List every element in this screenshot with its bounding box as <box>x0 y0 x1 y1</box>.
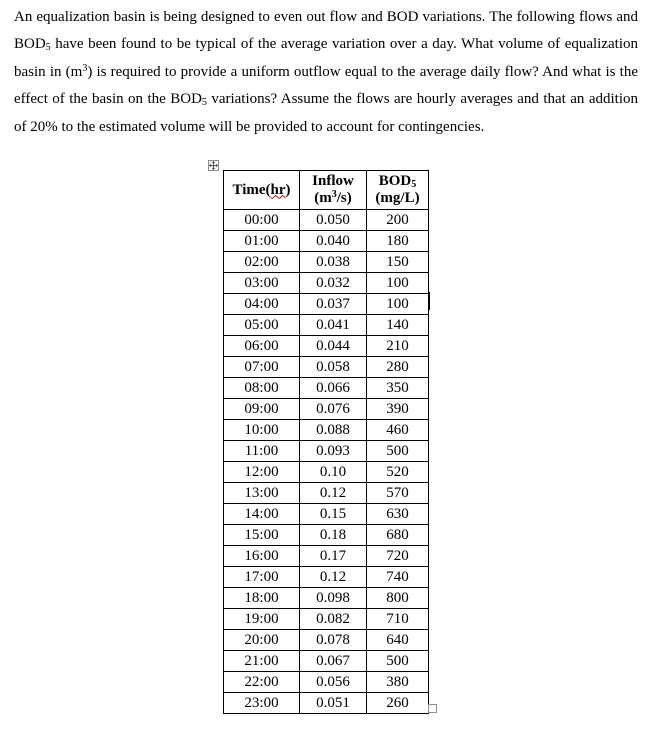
inflow-cell: 0.082 <box>300 609 367 630</box>
inflow-cell: 0.044 <box>300 336 367 357</box>
table-row <box>224 294 429 315</box>
bod-cell: 100 <box>367 273 429 294</box>
bod-cell: 500 <box>367 441 429 462</box>
inflow-cell: 0.050 <box>300 210 367 231</box>
time-cell: 21:00 <box>224 651 300 672</box>
superscript-3: 3 <box>82 62 88 74</box>
bod-cell: 140 <box>367 315 429 336</box>
time-cell: 23:00 <box>224 693 300 714</box>
table-row <box>224 441 429 462</box>
question-part-4: variations? Assume the flows are hourly averages and that an addition of 20% to the estimated volume will be provided to account for contingencies. <box>14 91 638 135</box>
bod-cell: 520 <box>367 462 429 483</box>
inflow-cell: 0.066 <box>300 378 367 399</box>
time-cell: 07:00 <box>224 357 300 378</box>
time-cell: 08:00 <box>224 378 300 399</box>
table-row <box>224 462 429 483</box>
table-row <box>224 315 429 336</box>
bod-cell: 150 <box>367 252 429 273</box>
inflow-cell: 0.037 <box>300 294 367 315</box>
bod-cell: 350 <box>367 378 429 399</box>
inflow-cell: 0.040 <box>300 231 367 252</box>
bod-cell: 500 <box>367 651 429 672</box>
bod-cell: 640 <box>367 630 429 651</box>
table-header-row <box>224 171 429 210</box>
table-row <box>224 651 429 672</box>
inflow-cell: 0.088 <box>300 420 367 441</box>
header-bod: $BOD_5$ (mg/L) <box>367 171 429 210</box>
time-cell: 14:00 <box>224 504 300 525</box>
time-cell: 00:00 <box>224 210 300 231</box>
inflow-cell: 0.18 <box>300 525 367 546</box>
question-part-1: An equalization basin is being designed to even out flow and BOD variations. The following flows and BOD <box>14 9 638 53</box>
inflow-cell: 0.10 <box>300 462 367 483</box>
time-cell: 22:00 <box>224 672 300 693</box>
inflow-cell: 0.067 <box>300 651 367 672</box>
inflow-cell: 0.056 <box>300 672 367 693</box>
bod-cell: 180 <box>367 231 429 252</box>
bod-cell: 630 <box>367 504 429 525</box>
time-cell: 19:00 <box>224 609 300 630</box>
bod-cell: 280 <box>367 357 429 378</box>
time-cell: 01:00 <box>224 231 300 252</box>
table-row <box>224 630 429 651</box>
time-cell: 09:00 <box>224 399 300 420</box>
bod-cell: 710 <box>367 609 429 630</box>
table-row <box>224 567 429 588</box>
spellcheck-underline: hr <box>270 181 286 198</box>
table-move-handle-icon[interactable] <box>208 160 219 171</box>
table-row <box>224 504 429 525</box>
table-row <box>224 588 429 609</box>
time-cell: 04:00 <box>224 294 300 315</box>
table-row <box>224 420 429 441</box>
time-cell: 15:00 <box>224 525 300 546</box>
inflow-cell: 0.041 <box>300 315 367 336</box>
time-cell: 13:00 <box>224 483 300 504</box>
bod-cell: 200 <box>367 210 429 231</box>
subscript-5: 5 <box>201 97 207 109</box>
table-row <box>224 693 429 714</box>
inflow-cell: 0.15 <box>300 504 367 525</box>
inflow-cell: 0.12 <box>300 567 367 588</box>
header-time: Time(hr) <box>224 171 300 210</box>
inflow-cell: 0.078 <box>300 630 367 651</box>
inflow-cell: 0.093 <box>300 441 367 462</box>
text-cursor <box>429 292 430 310</box>
table-row <box>224 672 429 693</box>
inflow-cell: 0.098 <box>300 588 367 609</box>
inflow-cell: 0.058 <box>300 357 367 378</box>
table-row <box>224 399 429 420</box>
time-cell: 17:00 <box>224 567 300 588</box>
table-row <box>224 336 429 357</box>
question-part-2: have been found to be typical of the average variation over a day. What volume of equalization basin in (m <box>14 36 638 80</box>
time-cell: 12:00 <box>224 462 300 483</box>
bod-cell: 460 <box>367 420 429 441</box>
question-part-3: ) is required to provide a uniform outflow equal to the average daily flow? And what is the effect of the basin on the BOD <box>14 63 638 108</box>
bod-cell: 720 <box>367 546 429 567</box>
bod-cell: 380 <box>367 672 429 693</box>
bod-cell: 570 <box>367 483 429 504</box>
bod-cell: 390 <box>367 399 429 420</box>
table-row <box>224 609 429 630</box>
time-cell: 11:00 <box>224 441 300 462</box>
table-row <box>224 231 429 252</box>
bod-cell: 260 <box>367 693 429 714</box>
time-cell: 06:00 <box>224 336 300 357</box>
inflow-cell: 0.076 <box>300 399 367 420</box>
subscript-5: 5 <box>45 42 51 54</box>
time-cell: 18:00 <box>224 588 300 609</box>
header-inflow: Inflow $(m^3/s)$ <box>300 171 367 210</box>
inflow-cell: 0.17 <box>300 546 367 567</box>
table-row <box>224 357 429 378</box>
bod-cell: 210 <box>367 336 429 357</box>
table-row <box>224 210 429 231</box>
bod-cell: 800 <box>367 588 429 609</box>
time-cell: 20:00 <box>224 630 300 651</box>
inflow-cell: 0.032 <box>300 273 367 294</box>
table-row <box>224 483 429 504</box>
bod-cell: 100 <box>367 294 429 315</box>
table-row <box>224 546 429 567</box>
bod-cell: 740 <box>367 567 429 588</box>
table-row <box>224 252 429 273</box>
inflow-cell: 0.038 <box>300 252 367 273</box>
table-resize-handle-icon[interactable] <box>428 704 437 713</box>
table-row <box>224 273 429 294</box>
flow-bod-table <box>223 170 429 714</box>
time-cell: 10:00 <box>224 420 300 441</box>
inflow-cell: 0.051 <box>300 693 367 714</box>
time-cell: 16:00 <box>224 546 300 567</box>
table-row <box>224 525 429 546</box>
table-row <box>224 378 429 399</box>
inflow-cell: 0.12 <box>300 483 367 504</box>
time-cell: 05:00 <box>224 315 300 336</box>
time-cell: 03:00 <box>224 273 300 294</box>
bod-cell: 680 <box>367 525 429 546</box>
question-text <box>14 4 638 141</box>
time-cell: 02:00 <box>224 252 300 273</box>
